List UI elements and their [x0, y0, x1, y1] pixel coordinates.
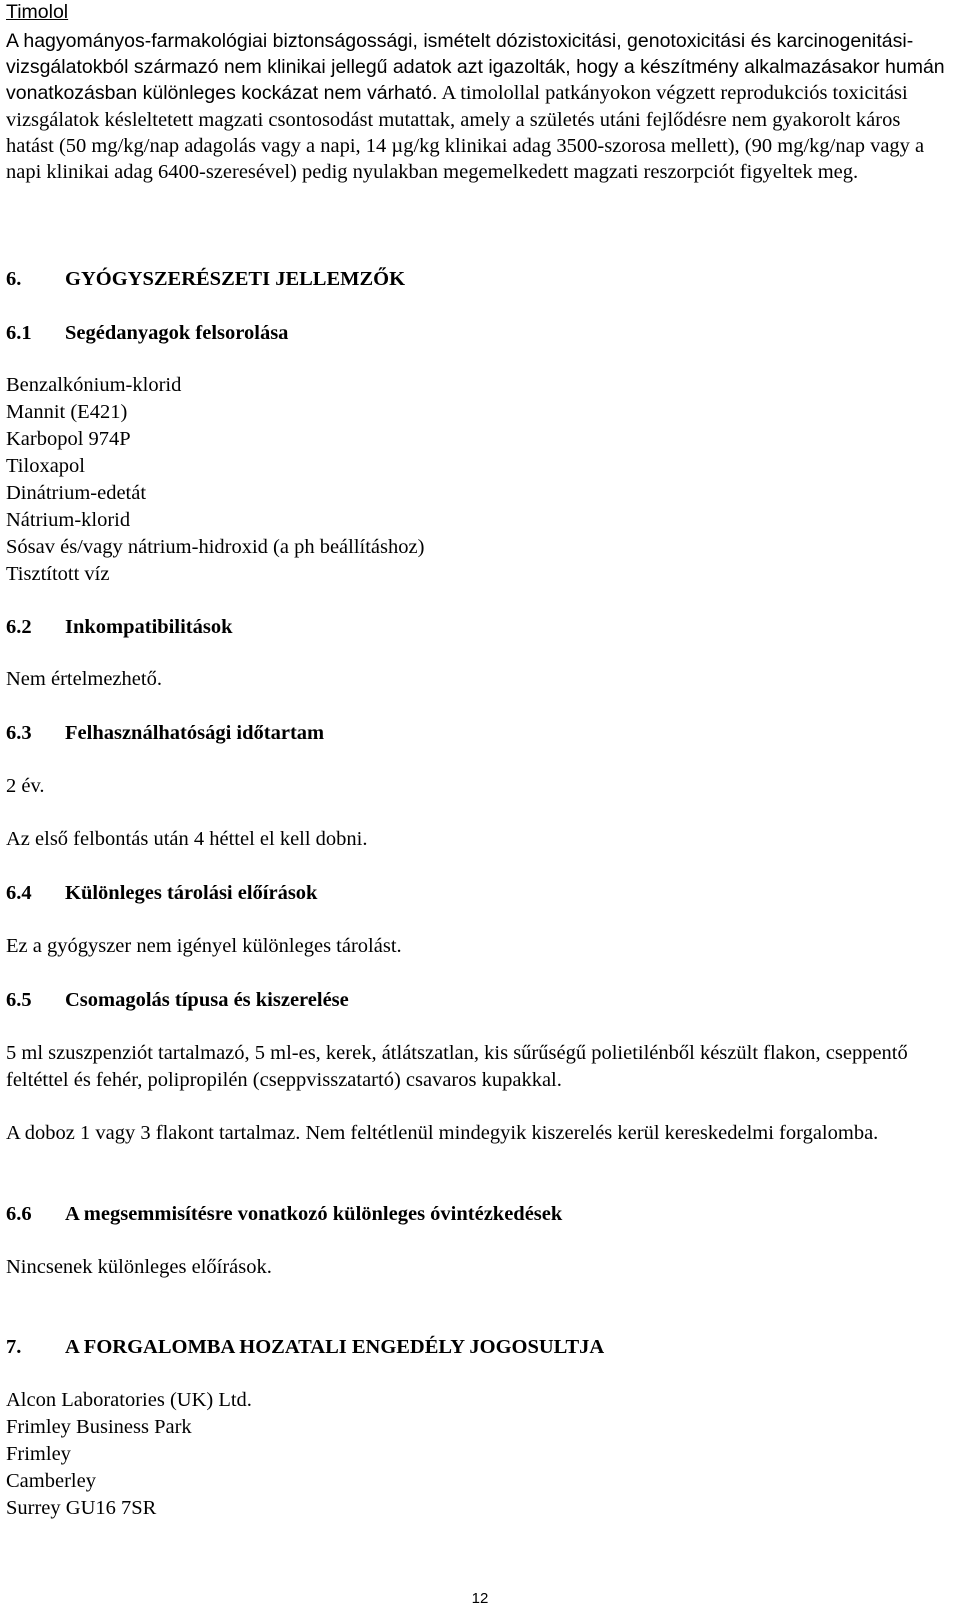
section-6-3-text-shelf-life: 2 év.: [6, 775, 45, 797]
section-6-5-title: Csomagolás típusa és kiszerelése: [65, 989, 349, 1011]
section-6-5-heading: [6, 987, 349, 1014]
section-6-3-title: Felhasználhatósági időtartam: [65, 722, 325, 744]
excipient-item: Mannit (E421): [6, 401, 128, 423]
section-6-1-heading: [6, 320, 288, 347]
intro-title: Timolol: [6, 1, 69, 23]
section-7-heading: [6, 1334, 604, 1361]
section-6-2-title: Inkompatibilitások: [65, 616, 233, 638]
section-6-4-heading: [6, 880, 317, 907]
excipient-item: Benzalkónium-klorid: [6, 374, 182, 396]
excipient-item: Tiloxapol: [6, 455, 85, 477]
section-6-2-heading: [6, 614, 232, 641]
section-7-title: A FORGALOMBA HOZATALI ENGEDÉLY JOGOSULTJA: [65, 1336, 605, 1358]
section-6-title: GYÓGYSZERÉSZETI JELLEMZŐK: [65, 268, 406, 290]
section-6-3-heading: [6, 720, 324, 747]
excipient-item: Karbopol 974P: [6, 428, 131, 450]
excipient-item: Tisztított víz: [6, 563, 110, 585]
section-7-number: 7.: [6, 1336, 22, 1358]
section-6-5-packaging-text: 5 ml szuszpenziót tartalmazó, 5 ml-es, kerek, átlátszatlan, kis sűrűségű polietilénből készült flakon, cseppentő feltéttel és fehér, polipropilén (cseppvisszatartó) csavaros kupakkal.: [6, 1042, 908, 1091]
address-line: Alcon Laboratories (UK) Ltd.: [6, 1389, 252, 1411]
section-6-6-heading: [6, 1201, 562, 1228]
section-6-1-title: Segédanyagok felsorolása: [65, 322, 289, 344]
section-6-4-number: 6.4: [6, 882, 32, 904]
section-6-4-text: Ez a gyógyszer nem igényel különleges tárolást.: [6, 935, 402, 957]
section-6-1-number: 6.1: [6, 322, 32, 344]
section-6-heading: [6, 266, 405, 293]
address-line: Surrey GU16 7SR: [6, 1497, 157, 1519]
intro-serif-text: A timolollal patkányokon végzett reprodukciós toxicitási vizsgálatok késleltetett magzati csontosodást mutattak, amely a születés utáni fejlődésre nem gyakorolt káros hatást (50 mg/kg/nap adagolás vagy a napi, 14 µg/kg klinikai adag 3500-szorosa mellett), (90 mg/kg/nap vagy a napi klinikai adag 6400-szeresével) pedig nyulakban megemelkedett magzati reszorpciót figyeltek meg.: [6, 82, 925, 184]
address-line: Frimley Business Park: [6, 1416, 192, 1438]
section-6-6-title: A megsemmisítésre vonatkozó különleges óvintézkedések: [65, 1203, 563, 1225]
section-6-6-text: Nincsenek különleges előírások.: [6, 1256, 272, 1278]
address-line: Camberley: [6, 1470, 96, 1492]
page-number: 12: [471, 1590, 489, 1607]
address-line: Frimley: [6, 1443, 71, 1465]
section-6-6-number: 6.6: [6, 1203, 32, 1225]
intro-paragraph: [6, 28, 951, 185]
excipient-item: Sósav és/vagy nátrium-hidroxid (a ph beállításhoz): [6, 536, 425, 558]
mah-address: [6, 1387, 252, 1522]
section-6-2-text: Nem értelmezhető.: [6, 668, 162, 690]
section-6-4-title: Különleges tárolási előírások: [65, 882, 318, 904]
section-6-3-number: 6.3: [6, 722, 32, 744]
section-6-number: 6.: [6, 268, 22, 290]
intro-sans-text: A hagyományos-farmakológiai biztonságossági, ismételt dózistoxicitási, genotoxicitási és karcinogenitási-vizsgálatokból származó nem klinikai jellegű adatok azt igazolták, hogy a készítmény alkalmazásakor humán vonatkozásban különleges kockázat nem várható.: [6, 30, 945, 105]
section-6-5-number: 6.5: [6, 989, 32, 1011]
excipient-item: Nátrium-klorid: [6, 509, 131, 531]
section-6-3-text-after-opening: Az első felbontás után 4 héttel el kell dobni.: [6, 828, 368, 850]
section-6-5-pack-sizes-text: A doboz 1 vagy 3 flakont tartalmaz. Nem feltétlenül mindegyik kiszerelés kerül kereskedelmi forgalomba.: [6, 1122, 879, 1144]
section-6-2-number: 6.2: [6, 616, 32, 638]
excipient-list: [6, 372, 424, 588]
excipient-item: Dinátrium-edetát: [6, 482, 147, 504]
